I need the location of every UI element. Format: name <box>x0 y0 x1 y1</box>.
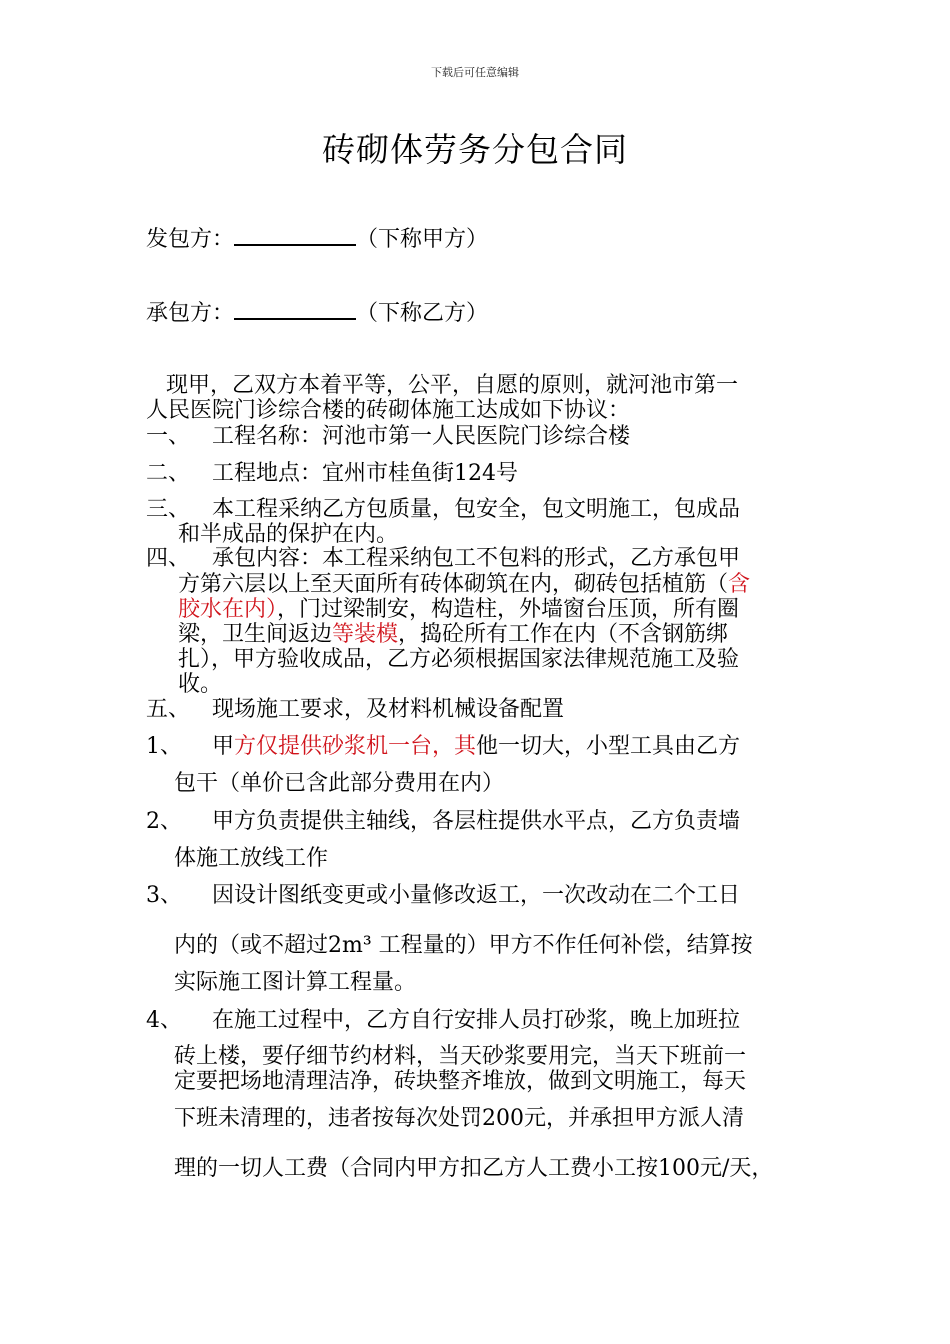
contractor-blank <box>234 298 356 320</box>
clause-4-line-6: 收。 <box>178 672 223 697</box>
item-4-line-2: 砖上楼，要仔细节约材料，当天砂浆要用完，当天下班前一 <box>174 1044 747 1069</box>
clause-3-line-2: 和半成品的保护在内。 <box>178 522 399 547</box>
item-1-text-b: 他一切大，小型工具由乙方 <box>476 734 741 759</box>
item-4-line-3: 定要把场地清理洁净，砖块整齐堆放，做到文明施工，每天 <box>174 1069 747 1094</box>
employer-label: 发包方： <box>146 227 235 252</box>
item-1-highlight: 方仅提供砂浆机一台，其 <box>234 734 477 759</box>
clause-3-line-1: 本工程采纳乙方包质量，包安全，包文明施工，包成品 <box>212 497 741 522</box>
clause-4-line-4-text-a: 梁，卫生间返边 <box>178 622 333 647</box>
clause-2-number: 二、 <box>146 461 191 486</box>
item-3-line-1: 因设计图纸变更或小量修改返工，一次改动在二个工日 <box>212 883 741 908</box>
clause-4-line-2 <box>178 572 750 598</box>
clause-5-text: 现场施工要求，及材料机械设备配置 <box>212 697 565 722</box>
item-2-line-1: 甲方负责提供主轴线，各层柱提供水平点，乙方负责墙 <box>212 809 741 834</box>
employer-suffix: （下称甲方） <box>356 227 489 252</box>
item-2-number: 2、 <box>146 809 182 834</box>
item-1-line-1 <box>212 734 740 760</box>
clause-2-text: 工程地点：宜州市桂鱼街124号 <box>212 461 518 486</box>
item-4-line-1: 在施工过程中，乙方自行安排人员打砂浆，晚上加班拉 <box>212 1008 741 1033</box>
item-3-line-2: 内的（或不超过2m³ 工程量的）甲方不作任何补偿，结算按 <box>174 933 753 958</box>
contract-title: 砖砌体劳务分包合同 <box>322 130 628 169</box>
employer-line <box>146 224 488 253</box>
clause-4-line-3-highlight: 胶水在内） <box>178 597 278 622</box>
item-1-number: 1、 <box>146 734 182 759</box>
clause-4-line-2-text: 方第六层以上至天面所有砖体砌筑在内，砌砖包括植筋（ <box>178 572 729 597</box>
clause-3-number: 三、 <box>146 497 191 522</box>
employer-blank <box>234 224 356 246</box>
item-2-line-2: 体施工放线工作 <box>174 846 329 871</box>
item-4-line-4: 下班未清理的，违者按每次处罚200元，并承担甲方派人清 <box>174 1106 744 1131</box>
clause-4-number: 四、 <box>146 546 191 571</box>
clause-4-line-3 <box>178 597 739 623</box>
clause-4-line-2-highlight: 含 <box>728 572 751 597</box>
clause-4-line-1: 承包内容：本工程采纳包工不包料的形式，乙方承包甲 <box>212 546 741 571</box>
download-note: 下载后可任意编辑 <box>431 66 519 79</box>
contractor-label: 承包方： <box>146 301 235 326</box>
clause-4-line-4 <box>178 622 728 648</box>
intro-line-1: 现甲，乙双方本着平等，公平，自愿的原则，就河池市第一 <box>166 373 739 398</box>
intro-line-2: 人民医院门诊综合楼的砖砌体施工达成如下协议： <box>146 398 631 423</box>
clause-4-line-5: 扎），甲方验收成品，乙方必须根据国家法律规范施工及验 <box>178 647 740 672</box>
clause-4-line-3-text: ，门过梁制安，构造柱，外墙窗台压顶，所有圈 <box>277 597 740 622</box>
item-3-line-3: 实际施工图计算工程量。 <box>174 970 417 995</box>
clause-4-line-4-text-b: ，捣砼所有工作在内（不含钢筋绑 <box>398 622 729 647</box>
clause-5-number: 五、 <box>146 697 191 722</box>
clause-4-line-4-highlight: 等装模 <box>332 622 399 647</box>
clause-1-text: 工程名称：河池市第一人民医院门诊综合楼 <box>212 424 631 449</box>
item-1-text-a: 甲 <box>212 734 235 759</box>
item-3-number: 3、 <box>146 883 182 908</box>
item-4-line-5: 理的一切人工费（合同内甲方扣乙方人工费小工按100元/天， <box>174 1156 774 1181</box>
contractor-suffix: （下称乙方） <box>356 301 489 326</box>
clause-1-number: 一、 <box>146 424 191 449</box>
contractor-line <box>146 298 488 327</box>
item-1-line-2: 包干（单价已含此部分费用在内） <box>174 771 505 796</box>
item-4-number: 4、 <box>146 1008 182 1033</box>
